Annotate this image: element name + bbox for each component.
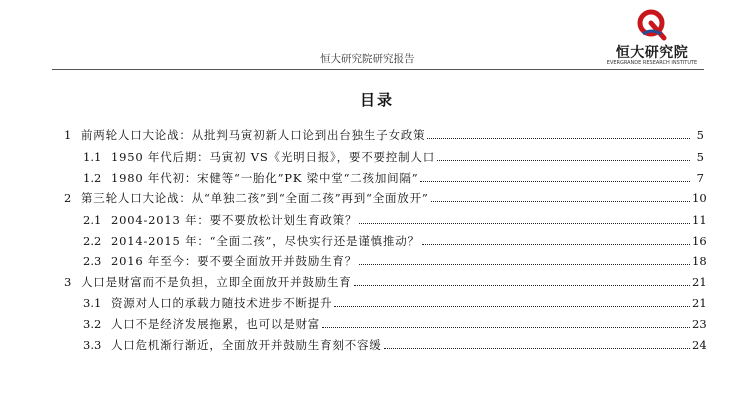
toc-entry-page: 21: [692, 275, 707, 289]
toc-entry-page: 24: [692, 338, 707, 352]
toc-dot-leader: [420, 180, 690, 182]
toc-entry-number: 3: [64, 275, 72, 289]
toc-entry-title: 1980 年代初：宋健等“一胎化”PK 梁中堂“二孩加间隔”: [111, 171, 419, 185]
page-title: 目录: [359, 91, 394, 109]
toc-dot-leader: [334, 305, 690, 307]
toc-entry-number: 1.2: [83, 171, 102, 185]
toc-entry-page: 16: [692, 234, 707, 248]
toc-entry-number: 2: [64, 191, 72, 205]
toc-entry-page: 10: [692, 191, 707, 205]
toc-dot-leader: [437, 159, 690, 161]
toc-entry-2-2[interactable]: [83, 230, 707, 248]
toc-entry-page: 7: [696, 171, 704, 185]
toc-dot-leader: [359, 222, 690, 224]
toc-entry-number: 2.2: [83, 234, 102, 248]
toc-entry-page: 21: [692, 296, 707, 310]
toc-entry-title: 2014-2015 年：“全面二孩”，尽快实行还是谨慎推动？: [111, 234, 420, 248]
toc-entry-number: 2.3: [83, 254, 102, 268]
toc-entry-title: 前两轮人口大论战：从批判马寅初新人口论到出台独生子女政策: [81, 128, 426, 142]
toc-entry-1-2[interactable]: [83, 167, 704, 185]
toc-entry-2[interactable]: [64, 187, 707, 205]
toc-entry-title: 人口危机渐行渐近，全面放开并鼓励生育刻不容缓: [111, 338, 382, 352]
toc-dot-leader: [422, 243, 690, 245]
toc-entry-3-2[interactable]: [83, 313, 707, 331]
toc-dot-leader: [431, 200, 690, 202]
toc-dot-leader: [354, 284, 690, 286]
toc-entry-number: 3.2: [83, 317, 102, 331]
toc-entry-number: 3.3: [83, 338, 102, 352]
toc-entry-title: 人口不是经济发展拖累，也可以是财富: [111, 317, 321, 331]
report-header-title: 恒大研究院研究报告: [320, 53, 415, 65]
toc-entry-page: 23: [692, 317, 707, 331]
logo-name: 恒大研究院: [615, 45, 689, 61]
toc-entry-3-1[interactable]: [83, 292, 707, 310]
toc-entry-2-3[interactable]: [83, 250, 707, 268]
toc-dot-leader: [427, 137, 690, 139]
logo-subtitle: EVERGRANDE RESEARCH INSTITUTE: [606, 60, 698, 66]
toc-entry-title: 资源对人口的承载力随技术进步不断提升: [111, 296, 333, 310]
toc-entry-1-1[interactable]: [83, 146, 704, 164]
toc-entry-number: 3.1: [83, 296, 102, 310]
toc-entry-3-3[interactable]: [83, 334, 707, 352]
toc-entry-page: 5: [696, 128, 704, 142]
toc-dot-leader: [384, 347, 690, 349]
toc-entry-number: 2.1: [83, 213, 102, 227]
toc-entry-page: 11: [692, 213, 707, 227]
header-divider: [52, 69, 704, 70]
evergrande-logo-icon: [634, 8, 668, 42]
toc-entry-page: 18: [692, 254, 707, 268]
company-logo: [606, 8, 698, 70]
toc-entry-title: 2004-2013 年：要不要放松计划生育政策？: [111, 213, 358, 227]
toc-entry-title: 1950 年代后期：马寅初 VS《光明日报》，要不要控制人口: [111, 150, 436, 164]
toc-entry-title: 人口是财富而不是负担，立即全面放开并鼓励生育: [81, 275, 352, 289]
toc-entry-title: 第三轮人口大论战：从“单独二孩”到“全面二孩”再到“全面放开”: [81, 191, 429, 205]
toc-entry-title: 2016 年至今：要不要全面放开并鼓励生育？: [111, 254, 358, 268]
toc-entry-3[interactable]: [64, 271, 707, 289]
toc-dot-leader: [322, 326, 690, 328]
toc-entry-number: 1.1: [83, 150, 102, 164]
toc-entry-page: 5: [696, 150, 704, 164]
toc-entry-2-1[interactable]: [83, 209, 707, 227]
toc-entry-number: 1: [64, 128, 72, 142]
toc-dot-leader: [359, 263, 690, 265]
toc-entry-1[interactable]: [64, 124, 704, 142]
